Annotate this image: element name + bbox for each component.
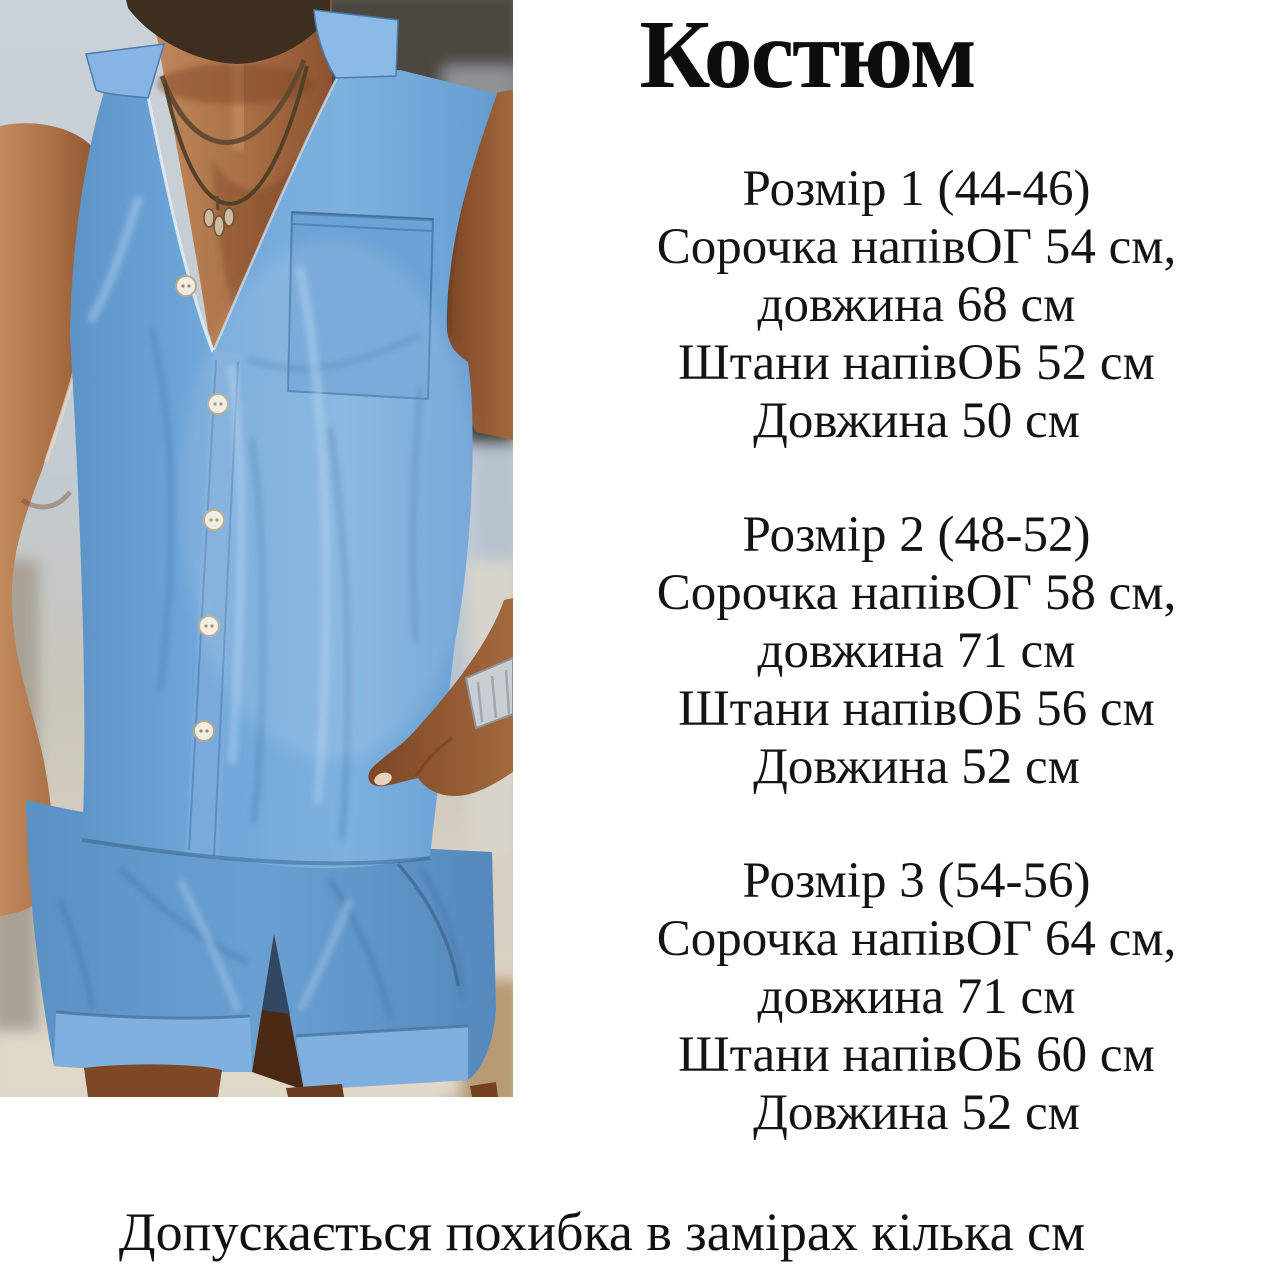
product-title: Костюм [639,1,975,109]
size-3-shorts-hip: Штани напівОБ 60 см [678,1027,1155,1083]
size-3-shirt-chest: Сорочка напівОГ 64 см, [656,911,1177,967]
size-block-1 [553,160,1280,450]
product-photo [0,0,513,1097]
size-3-shorts-length: Довжина 52 см [753,1085,1080,1141]
size-chart [553,160,1280,1198]
size-1-shirt-length: довжина 68 см [757,277,1076,333]
size-block-3 [553,852,1280,1142]
size-3-shirt-length: довжина 71 см [757,969,1076,1025]
size-1-shorts-length: Довжина 50 см [753,393,1080,449]
size-2-heading: Розмір 2 (48-52) [742,507,1091,563]
size-1-heading: Розмір 1 (44-46) [742,161,1091,217]
size-3-heading: Розмір 3 (54-56) [742,853,1091,909]
size-2-shirt-chest: Сорочка напівОГ 58 см, [656,565,1177,621]
size-2-shorts-length: Довжина 52 см [753,739,1080,795]
measurement-note: Допускається похибка в замірах кілька см [118,1202,1086,1262]
size-2-shorts-hip: Штани напівОБ 56 см [678,681,1155,737]
size-1-shirt-chest: Сорочка напівОГ 54 см, [656,219,1177,275]
size-1-shorts-hip: Штани напівОБ 52 см [678,335,1155,391]
model-photo-illustration [0,0,513,1097]
size-block-2 [553,506,1280,796]
size-2-shirt-length: довжина 71 см [757,623,1076,679]
